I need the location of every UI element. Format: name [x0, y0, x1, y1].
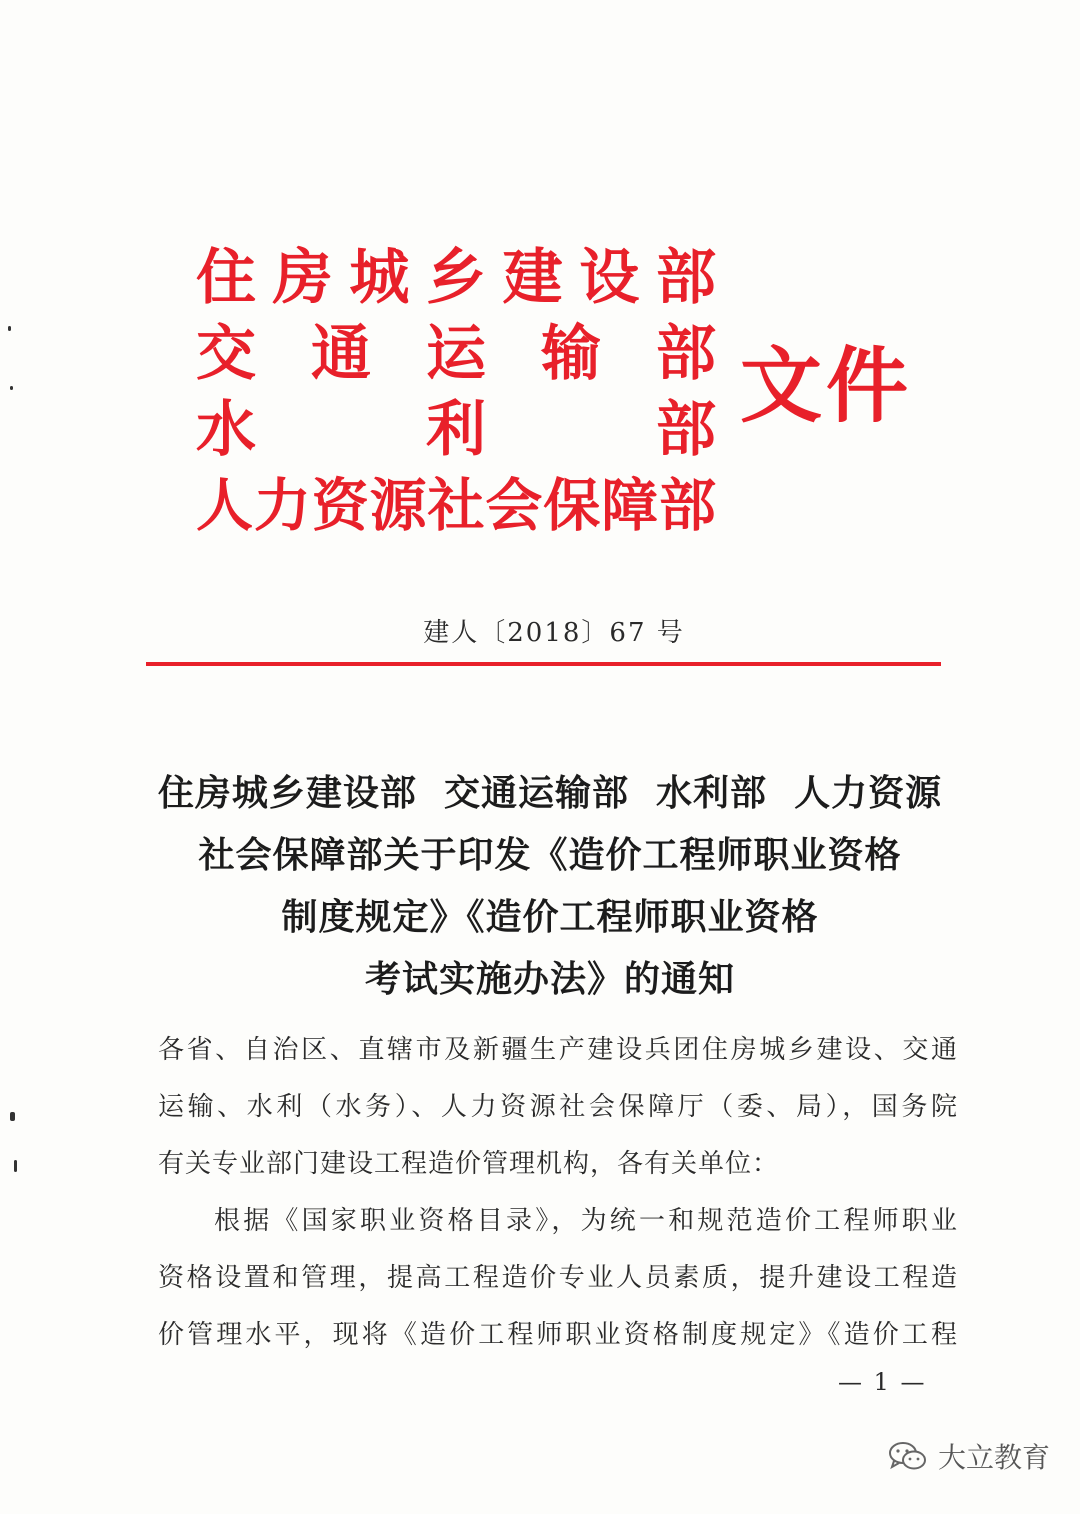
body-text: [158, 1022, 958, 1364]
issuer-char: 通: [311, 319, 371, 389]
body-line: 价管理水平，现将《造价工程师职业资格制度规定》《造价工程: [158, 1320, 958, 1350]
issuer-char: 房: [272, 243, 333, 313]
issuer-char: 部: [656, 319, 716, 389]
title-line: 社会保障部关于印发《造价工程师职业资格: [198, 834, 902, 876]
scan-mark: [8, 326, 11, 331]
issuer-char: 源: [369, 472, 427, 539]
issuer-char: 输: [541, 319, 601, 389]
issuer-char: 住: [196, 243, 256, 313]
title-line: 考试实施办法》的通知: [364, 958, 735, 1000]
body-line: 各省、自治区、直辖市及新疆生产建设兵团住房城乡建设、交通: [158, 1035, 958, 1065]
document-number: 建人〔2018〕67 号: [423, 618, 685, 648]
watermark-text: 大立教育: [938, 1441, 1051, 1474]
issuer-char: 障: [601, 472, 659, 539]
body-line: 有关专业部门建设工程造价管理机构，各有关单位：: [158, 1149, 780, 1179]
issuer-row-2: [196, 316, 716, 392]
issuer-char: 会: [485, 472, 543, 539]
issuer-char: 力: [253, 472, 311, 539]
issuer-char: 部: [656, 395, 716, 465]
issuer-char: 社: [427, 472, 485, 539]
watermark: [888, 1436, 1050, 1476]
issuer-char: 人: [196, 472, 253, 539]
issuer-char: 保: [543, 472, 601, 539]
body-line: 运输、水利（水务）、人力资源社会保障厅（委、局），国务院: [158, 1092, 958, 1122]
scan-mark: [10, 1112, 15, 1121]
title-line: 住房城乡建设部 交通运输部 水利部 人力资源: [157, 772, 943, 814]
issuer-row-1: [196, 240, 716, 316]
body-line: 资格设置和管理，提高工程造价专业人员素质，提升建设工程造: [158, 1263, 958, 1293]
issuer-char: 城: [349, 243, 410, 313]
title-line: 制度规定》《造价工程师职业资格: [281, 896, 819, 938]
issuer-char: 部: [659, 472, 716, 539]
issuer-char: 部: [655, 243, 716, 313]
scan-mark: [10, 386, 13, 390]
issuing-departments: [196, 240, 716, 544]
issuer-char: 建: [502, 243, 563, 313]
page-number: — 1 —: [838, 1368, 927, 1396]
wechat-icon: [888, 1440, 928, 1472]
body-line: 根据《国家职业资格目录》，为统一和规范造价工程师职业: [214, 1206, 958, 1236]
red-divider: [146, 662, 941, 666]
issuer-char: 交: [196, 319, 256, 389]
issuer-char: 乡: [425, 243, 486, 313]
issuer-char: 水: [196, 395, 256, 465]
document-label: 文件: [740, 338, 913, 434]
issuer-char: 运: [426, 319, 486, 389]
scan-mark: [14, 1160, 17, 1172]
issuer-row-3: [196, 392, 716, 468]
issuer-row-4: [196, 468, 716, 544]
issuer-char: 资: [311, 472, 369, 539]
issuer-char: 设: [579, 243, 640, 313]
issuer-char: 利: [426, 395, 486, 465]
notice-title: [120, 762, 980, 1010]
